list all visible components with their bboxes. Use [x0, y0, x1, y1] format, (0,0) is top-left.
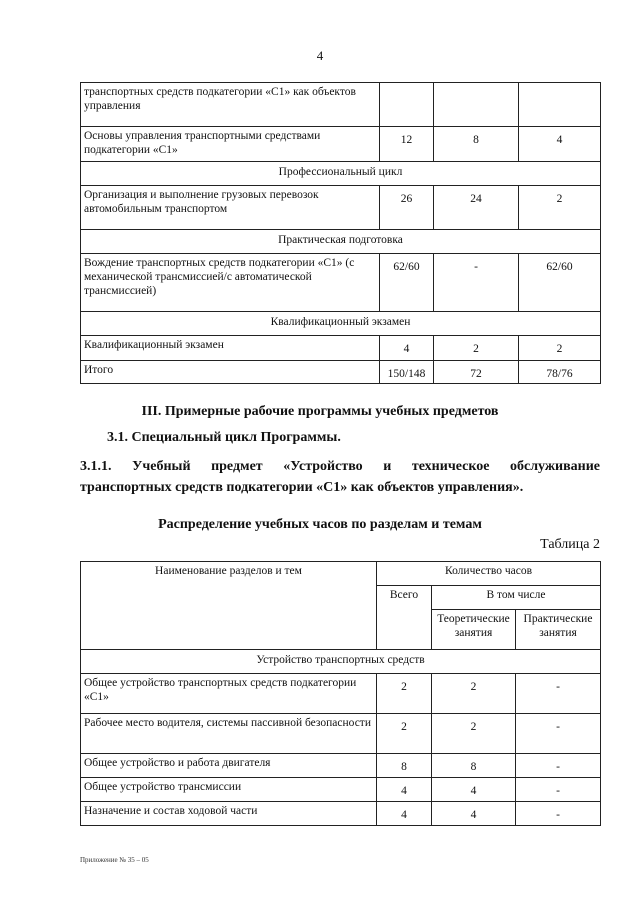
total-hours-cell: 150/148 [380, 361, 434, 384]
header-name-column: Наименование разделов и тем [81, 562, 377, 650]
header-including: В том числе [432, 586, 601, 610]
practice-hours-cell: 78/76 [519, 361, 601, 384]
total-hours-cell: 8 [377, 754, 432, 778]
table-row [81, 778, 601, 802]
section-row [81, 650, 601, 674]
theory-hours-cell [434, 83, 519, 127]
theory-hours-cell: 8 [434, 127, 519, 162]
theory-hours-cell: 4 [432, 778, 516, 802]
practice-hours-cell: - [516, 754, 601, 778]
table-row [81, 336, 601, 361]
topic-name-cell: Общее устройство транспортных средств подкатегории «С1» [81, 674, 377, 714]
topic-name-cell: Вождение транспортных средств подкатегории «С1» (с механической трансмиссией/с автоматической трансмиссией) [81, 254, 380, 312]
table-row [81, 186, 601, 230]
section-row [81, 230, 601, 254]
subsection-title: 3.1. Специальный цикл Программы. [107, 430, 341, 445]
section-heading: Квалификационный экзамен [81, 312, 601, 336]
practice-hours-cell: 62/60 [519, 254, 601, 312]
section-title: III. Примерные рабочие программы учебных предметов [141, 404, 499, 419]
header-hours: Количество часов [377, 562, 601, 586]
hours-distribution-table [80, 561, 601, 826]
theory-hours-cell: 2 [432, 714, 516, 754]
table-row [81, 83, 601, 127]
header-practice: Практические занятия [516, 610, 601, 650]
practice-hours-cell [519, 83, 601, 127]
section-row [81, 162, 601, 186]
theory-hours-cell: 72 [434, 361, 519, 384]
total-hours-cell: 4 [377, 802, 432, 826]
distribution-title: Распределение учебных часов по разделам и темам [158, 517, 482, 532]
total-hours-cell: 62/60 [380, 254, 434, 312]
theory-hours-cell: 2 [434, 336, 519, 361]
practice-hours-cell: - [516, 674, 601, 714]
total-hours-cell: 26 [380, 186, 434, 230]
theory-hours-cell: 8 [432, 754, 516, 778]
table-row [81, 127, 601, 162]
section-heading: Профессиональный цикл [81, 162, 601, 186]
subject-title-continued: транспортных средств подкатегории «С1» как объектов управления». [80, 480, 524, 495]
topic-name-cell: Организация и выполнение грузовых перевозок автомобильным транспортом [81, 186, 380, 230]
table-row [81, 802, 601, 826]
theory-hours-cell: 4 [432, 802, 516, 826]
footer-note: Приложение № 35 – 05 [80, 856, 149, 864]
hours-table-continued [80, 82, 601, 384]
topic-name-cell: Основы управления транспортными средствами подкатегории «С1» [81, 127, 380, 162]
table-row [81, 361, 601, 384]
topic-name-cell: Квалификационный экзамен [81, 336, 380, 361]
section-row [81, 312, 601, 336]
practice-hours-cell: 4 [519, 127, 601, 162]
practice-hours-cell: 2 [519, 186, 601, 230]
total-hours-cell: 12 [380, 127, 434, 162]
practice-hours-cell: - [516, 714, 601, 754]
practice-hours-cell: - [516, 778, 601, 802]
section-heading: Устройство транспортных средств [81, 650, 601, 674]
theory-hours-cell: - [434, 254, 519, 312]
table-row [81, 674, 601, 714]
theory-hours-cell: 24 [434, 186, 519, 230]
total-hours-cell [380, 83, 434, 127]
practice-hours-cell: - [516, 802, 601, 826]
topic-name-cell: Итого [81, 361, 380, 384]
total-hours-cell: 4 [380, 336, 434, 361]
section-heading: Практическая подготовка [81, 230, 601, 254]
total-hours-cell: 2 [377, 674, 432, 714]
theory-hours-cell: 2 [432, 674, 516, 714]
total-hours-cell: 4 [377, 778, 432, 802]
topic-name-cell: Назначение и состав ходовой части [81, 802, 377, 826]
table-row [81, 754, 601, 778]
header-theory: Теоретические занятия [432, 610, 516, 650]
table-row [81, 254, 601, 312]
topic-name-cell: транспортных средств подкатегории «С1» как объектов управления [81, 83, 380, 127]
table-caption: Таблица 2 [540, 537, 600, 552]
page-number: 4 [316, 48, 324, 63]
topic-name-cell: Общее устройство и работа двигателя [81, 754, 377, 778]
subject-title: 3.1.1. Учебный предмет «Устройство и техническое обслуживание [80, 459, 600, 474]
header-total: Всего [377, 586, 432, 650]
table-row [81, 714, 601, 754]
total-hours-cell: 2 [377, 714, 432, 754]
practice-hours-cell: 2 [519, 336, 601, 361]
topic-name-cell: Рабочее место водителя, системы пассивной безопасности [81, 714, 377, 754]
topic-name-cell: Общее устройство трансмиссии [81, 778, 377, 802]
